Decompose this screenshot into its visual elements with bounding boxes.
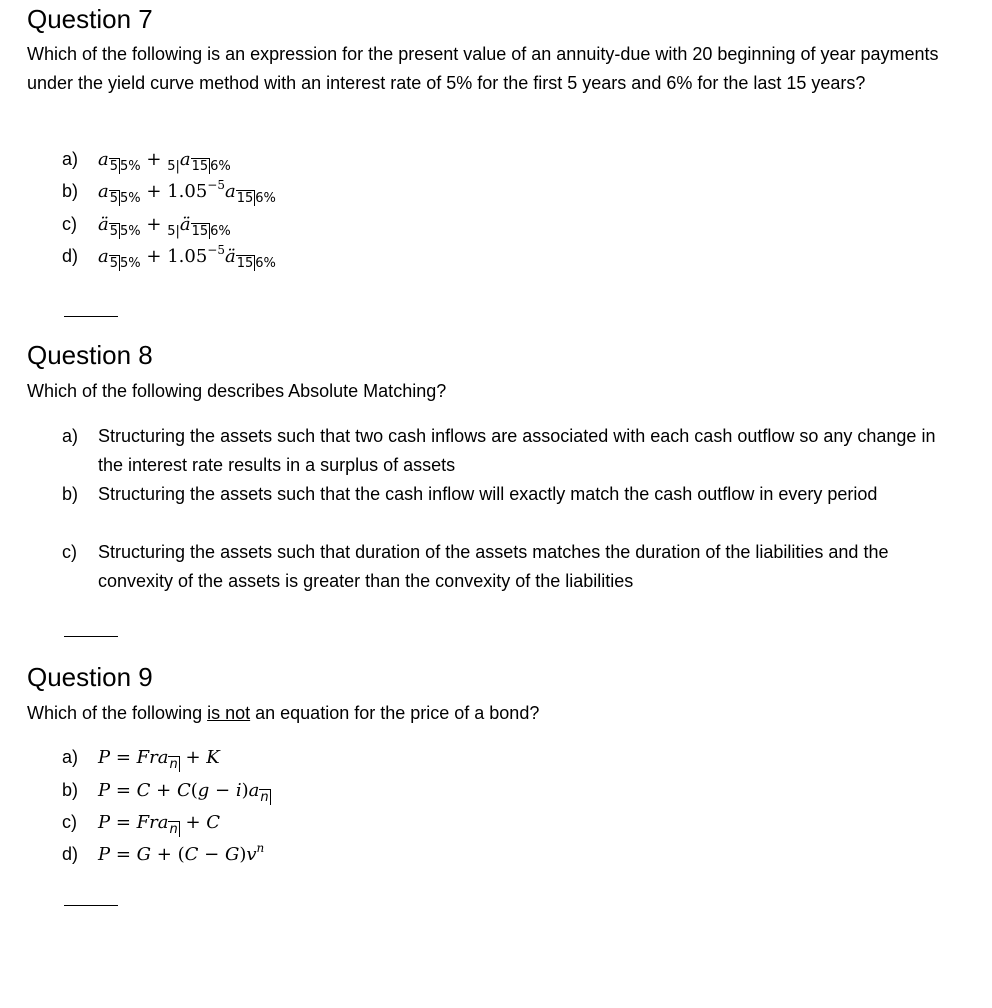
option-label: c) bbox=[62, 812, 77, 832]
answer-blank-q8[interactable] bbox=[64, 636, 118, 637]
q7-option-c-expression: $ä_{5 5\%}$ + $_{5|}ä_{15 6\%}$ bbox=[98, 214, 231, 239]
q7-option-c bbox=[62, 210, 231, 241]
question-7-text: Which of the following is an expression for the present value of an annuity-due with 20 beginning of year payments under the yield curve method with an interest rate of 5% for the first 5 years and 6% for the last 15 years? bbox=[27, 44, 939, 93]
q8-option-c bbox=[62, 538, 962, 596]
question-7-title: Question 7 bbox=[27, 4, 153, 34]
q9-option-c-expression: P = Fra$_n$ + C bbox=[98, 812, 221, 837]
q8-option-b-text: Structuring the assets such that the cash inflow will exactly match the cash outflow in every period bbox=[98, 484, 878, 504]
q8-option-c-text: Structuring the assets such that duration of the assets matches the duration of the liabilities and the convexity of the assets is greater than the convexity of the liabilities bbox=[98, 542, 889, 591]
underlined-not: is not bbox=[207, 703, 251, 723]
q9-option-d bbox=[62, 840, 264, 871]
q9-option-d-expression: $P = G + (C - G)v^n$ bbox=[98, 841, 265, 865]
option-label: a) bbox=[62, 149, 79, 169]
q8-option-b bbox=[62, 480, 962, 538]
question-9-text: Which of the following is not an equation for the price of a bond? bbox=[27, 703, 540, 723]
option-label: a) bbox=[62, 747, 79, 767]
question-8-title: Question 8 bbox=[27, 340, 153, 370]
q9-option-a-expression: P = Fra$_n$ + K bbox=[98, 747, 220, 772]
q7-option-d-expression: $a_{5 5\%}$ + $1.05^{-5}ä_{15 6\%}$ bbox=[98, 243, 276, 271]
q8-option-a-text: Structuring the assets such that two cash inflows are associated with each cash outflow so any change in the interest rate results in a surplus of assets bbox=[98, 426, 936, 475]
q9-option-b bbox=[62, 776, 271, 807]
option-label: d) bbox=[62, 844, 79, 864]
question-8-text: Which of the following describes Absolute Matching? bbox=[27, 381, 447, 401]
answer-blank-q9[interactable] bbox=[64, 905, 118, 906]
q9-option-b-expression: $P = C + C(g - i)a_n$ bbox=[98, 780, 269, 805]
option-label: d) bbox=[62, 246, 79, 266]
q7-option-a bbox=[62, 145, 231, 176]
q8-option-a bbox=[62, 422, 962, 480]
option-label: c) bbox=[62, 214, 77, 234]
option-label: b) bbox=[62, 181, 79, 201]
q7-option-a-expression: $a_{5 5\%} + _{5|}a_{15 6\%}$ bbox=[98, 149, 231, 174]
q9-option-a bbox=[62, 743, 220, 774]
option-label: c) bbox=[62, 542, 77, 562]
answer-blank-q7[interactable] bbox=[64, 316, 118, 317]
option-label: b) bbox=[62, 484, 79, 504]
question-9-title: Question 9 bbox=[27, 662, 153, 692]
option-label: b) bbox=[62, 780, 79, 800]
q9-option-c bbox=[62, 808, 220, 839]
q7-option-d bbox=[62, 242, 276, 273]
option-label: a) bbox=[62, 426, 79, 446]
q7-option-b bbox=[62, 177, 276, 208]
q7-option-b-expression: $a_{5 5\%} + 1.05^{-5}a_{15 6\%}$ bbox=[98, 178, 276, 206]
